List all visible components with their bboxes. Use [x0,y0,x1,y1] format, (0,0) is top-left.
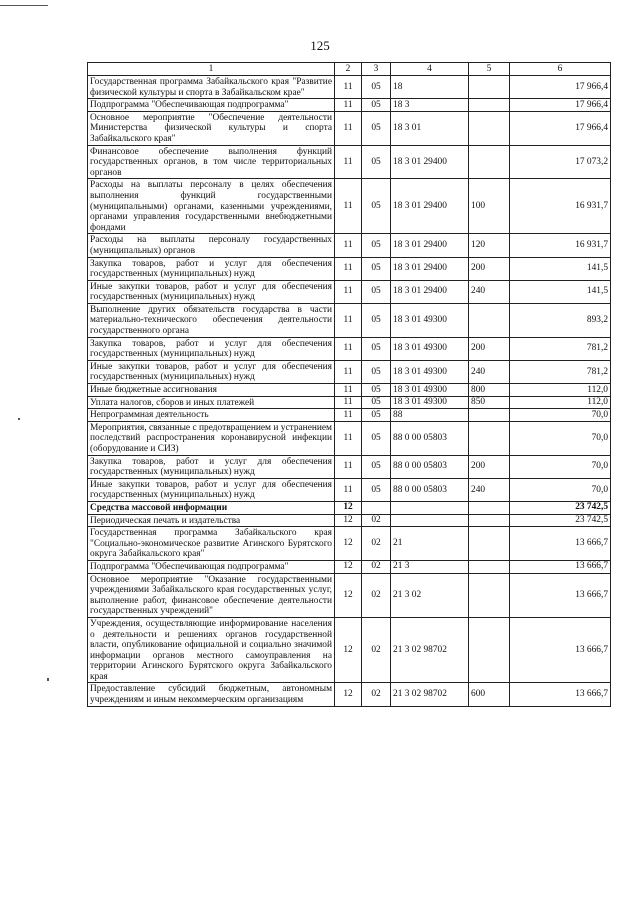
row-value-cell: 141,5 [510,280,611,303]
table-header-row [88,63,611,76]
row-value-cell: 11 [335,99,362,112]
row-value-cell: 18 3 01 49300 [391,303,469,337]
row-value-cell: 16 931,7 [510,179,611,234]
row-value-cell: 12 [335,683,362,706]
row-value-cell: 21 3 02 98702 [391,683,469,706]
row-value-cell: 13 666,7 [510,573,611,617]
row-value-cell: 11 [335,384,362,397]
scan-mark-top-left [0,5,48,6]
row-value-cell: 781,2 [510,360,611,383]
row-name-cell: Иные бюджетные ассигнования [88,384,335,397]
row-name-cell: Средства массовой информации [88,501,335,514]
row-value-cell: 70,0 [510,478,611,501]
row-value-cell: 18 3 01 49300 [391,384,469,397]
column-header: 3 [362,63,391,76]
row-value-cell: 240 [469,280,510,303]
row-value-cell: 23 742,5 [510,514,611,527]
row-value-cell: 11 [335,257,362,280]
row-name-cell: Мероприятия, связанные с предотвращением и устранением последствий распространения коронавирусной инфекции (оборудование и СИЗ) [88,421,335,455]
row-value-cell: 70,0 [510,455,611,478]
row-value-cell: 12 [335,501,362,514]
row-value-cell: 12 [335,527,362,561]
row-value-cell: 12 [335,573,362,617]
row-value-cell: 05 [362,179,391,234]
row-value-cell: 02 [362,560,391,573]
row-value-cell: 11 [335,360,362,383]
row-value-cell: 05 [362,384,391,397]
row-value-cell: 18 [391,76,469,99]
row-name-cell: Основное мероприятие "Обеспечение деятельности Министерства физической культуры и спорта Забайкальского края" [88,111,335,145]
row-value-cell [391,514,469,527]
row-value-cell: 240 [469,360,510,383]
table-row [88,384,611,397]
row-value-cell: 11 [335,111,362,145]
table-row [88,560,611,573]
row-value-cell: 05 [362,111,391,145]
row-value-cell: 18 3 [391,99,469,112]
row-value-cell: 05 [362,145,391,179]
row-value-cell [469,421,510,455]
row-value-cell: 02 [362,514,391,527]
scan-mark-dot [18,418,20,420]
row-value-cell: 88 [391,409,469,422]
table-body [88,76,611,707]
table-row [88,421,611,455]
row-value-cell: 17 966,4 [510,99,611,112]
row-value-cell [469,501,510,514]
row-value-cell: 18 3 01 29400 [391,280,469,303]
row-value-cell: 18 3 01 29400 [391,179,469,234]
row-value-cell: 11 [335,337,362,360]
row-name-cell: Основное мероприятие "Оказание государственными учреждениями Забайкальского края государственных услуг, выполнение работ, финансовое обеспечение деятельности государственных учреждений" [88,573,335,617]
row-value-cell: 781,2 [510,337,611,360]
row-value-cell [469,527,510,561]
row-value-cell: 18 3 01 29400 [391,257,469,280]
row-value-cell: 850 [469,396,510,409]
row-value-cell [469,409,510,422]
table-row [88,527,611,561]
table-row [88,179,611,234]
row-value-cell: 16 931,7 [510,234,611,257]
row-value-cell: 11 [335,280,362,303]
row-name-cell: Государственная программа Забайкальского края "Развитие физической культуры и спорта в Забайкальском крае" [88,76,335,99]
table-row [88,501,611,514]
row-value-cell [469,99,510,112]
row-value-cell: 18 3 01 29400 [391,234,469,257]
table-row [88,234,611,257]
row-name-cell: Расходы на выплаты персоналу государственных (муниципальных) органов [88,234,335,257]
row-value-cell [469,111,510,145]
row-value-cell: 02 [362,683,391,706]
row-name-cell: Непрограммная деятельность [88,409,335,422]
table-row [88,145,611,179]
row-value-cell: 11 [335,303,362,337]
table-row [88,111,611,145]
row-value-cell: 12 [335,514,362,527]
row-value-cell: 800 [469,384,510,397]
row-value-cell: 21 3 [391,560,469,573]
table-row [88,99,611,112]
page-number: 125 [310,38,330,53]
row-value-cell [469,303,510,337]
row-value-cell: 13 666,7 [510,560,611,573]
row-value-cell: 11 [335,455,362,478]
row-value-cell: 23 742,5 [510,501,611,514]
table-row [88,455,611,478]
table-row [88,396,611,409]
row-value-cell [469,514,510,527]
column-header: 1 [88,63,335,76]
row-value-cell: 13 666,7 [510,683,611,706]
table-row [88,409,611,422]
row-value-cell: 18 3 01 49300 [391,337,469,360]
row-value-cell: 18 3 01 29400 [391,145,469,179]
row-value-cell [391,501,469,514]
row-value-cell: 21 3 02 98702 [391,617,469,683]
row-value-cell: 18 3 01 49300 [391,396,469,409]
row-value-cell: 200 [469,257,510,280]
table-row [88,76,611,99]
row-value-cell: 600 [469,683,510,706]
row-value-cell: 893,2 [510,303,611,337]
row-value-cell [469,617,510,683]
row-name-cell: Закупка товаров, работ и услуг для обеспечения государственных (муниципальных) нужд [88,337,335,360]
column-header: 4 [391,63,469,76]
row-value-cell: 240 [469,478,510,501]
row-value-cell: 12 [335,617,362,683]
row-value-cell: 88 0 00 05803 [391,455,469,478]
row-value-cell: 11 [335,396,362,409]
row-value-cell: 12 [335,560,362,573]
row-value-cell: 02 [362,617,391,683]
row-value-cell: 13 666,7 [510,527,611,561]
row-value-cell: 05 [362,409,391,422]
row-value-cell: 88 0 00 05803 [391,478,469,501]
budget-table [87,62,611,707]
table-row [88,337,611,360]
row-value-cell: 17 966,4 [510,111,611,145]
row-value-cell: 11 [335,478,362,501]
row-value-cell: 05 [362,280,391,303]
row-name-cell: Государственная программа Забайкальского края "Социально-экономическое развитие Агинского Бурятского округа Забайкальского края" [88,527,335,561]
row-value-cell: 05 [362,99,391,112]
row-value-cell: 05 [362,396,391,409]
column-header: 2 [335,63,362,76]
table-row [88,303,611,337]
row-name-cell: Уплата налогов, сборов и иных платежей [88,396,335,409]
row-value-cell: 11 [335,76,362,99]
row-value-cell: 18 3 01 [391,111,469,145]
row-value-cell [469,145,510,179]
row-value-cell: 11 [335,234,362,257]
row-value-cell: 05 [362,360,391,383]
row-value-cell: 05 [362,455,391,478]
row-value-cell: 05 [362,257,391,280]
table-row [88,280,611,303]
row-value-cell [469,560,510,573]
row-name-cell: Предоставление субсидий бюджетным, автономным учреждениям и иным некоммерческим организациям [88,683,335,706]
row-value-cell: 05 [362,303,391,337]
row-value-cell: 11 [335,421,362,455]
row-value-cell: 21 [391,527,469,561]
row-value-cell: 11 [335,145,362,179]
row-name-cell: Подпрограмма "Обеспечивающая подпрограмма" [88,99,335,112]
row-value-cell: 200 [469,455,510,478]
row-value-cell: 18 3 01 49300 [391,360,469,383]
row-name-cell: Подпрограмма "Обеспечивающая подпрограмма" [88,560,335,573]
row-value-cell: 11 [335,409,362,422]
row-name-cell: Выполнение других обязательств государства в части материально-технического обеспечения деятельности государственного органа [88,303,335,337]
row-name-cell: Иные закупки товаров, работ и услуг для обеспечения государственных (муниципальных) нужд [88,478,335,501]
row-name-cell: Иные закупки товаров, работ и услуг для обеспечения государственных (муниципальных) нужд [88,360,335,383]
row-value-cell: 112,0 [510,396,611,409]
table-row [88,514,611,527]
row-value-cell: 100 [469,179,510,234]
row-name-cell: Периодическая печать и издательства [88,514,335,527]
row-value-cell: 120 [469,234,510,257]
row-name-cell: Закупка товаров, работ и услуг для обеспечения государственных (муниципальных) нужд [88,455,335,478]
row-name-cell: Иные закупки товаров, работ и услуг для обеспечения государственных (муниципальных) нужд [88,280,335,303]
row-name-cell: Учреждения, осуществляющие информирование населения о деятельности и решениях органов государственной власти, опубликование официальной и социально значимой информации органов местного самоуправления на территории Агинского Бурятского округа Забайкальского края [88,617,335,683]
table-row [88,257,611,280]
row-value-cell: 21 3 02 [391,573,469,617]
row-value-cell: 05 [362,76,391,99]
scan-mark-dot [47,678,49,681]
row-value-cell: 13 666,7 [510,617,611,683]
column-header: 5 [469,63,510,76]
row-value-cell: 88 0 00 05803 [391,421,469,455]
row-value-cell: 70,0 [510,421,611,455]
row-value-cell: 02 [362,527,391,561]
row-value-cell: 05 [362,421,391,455]
row-value-cell: 05 [362,478,391,501]
row-value-cell: 05 [362,337,391,360]
table-row [88,360,611,383]
table-row [88,478,611,501]
row-value-cell: 200 [469,337,510,360]
row-value-cell: 11 [335,179,362,234]
table-row [88,683,611,706]
row-name-cell: Расходы на выплаты персоналу в целях обеспечения выполнения функций государственными (муниципальными) органами, казенными учреждениями, органами управления государственными внебюджетными фондами [88,179,335,234]
row-value-cell: 05 [362,234,391,257]
row-value-cell: 70,0 [510,409,611,422]
table-row [88,573,611,617]
row-value-cell: 112,0 [510,384,611,397]
row-value-cell: 17 073,2 [510,145,611,179]
row-name-cell: Закупка товаров, работ и услуг для обеспечения государственных (муниципальных) нужд [88,257,335,280]
row-value-cell: 17 966,4 [510,76,611,99]
column-header: 6 [510,63,611,76]
row-name-cell: Финансовое обеспечение выполнения функций государственных органов, в том числе территориальных органов [88,145,335,179]
row-value-cell: 02 [362,573,391,617]
table-row [88,617,611,683]
row-value-cell [362,501,391,514]
row-value-cell: 141,5 [510,257,611,280]
row-value-cell [469,573,510,617]
row-value-cell [469,76,510,99]
